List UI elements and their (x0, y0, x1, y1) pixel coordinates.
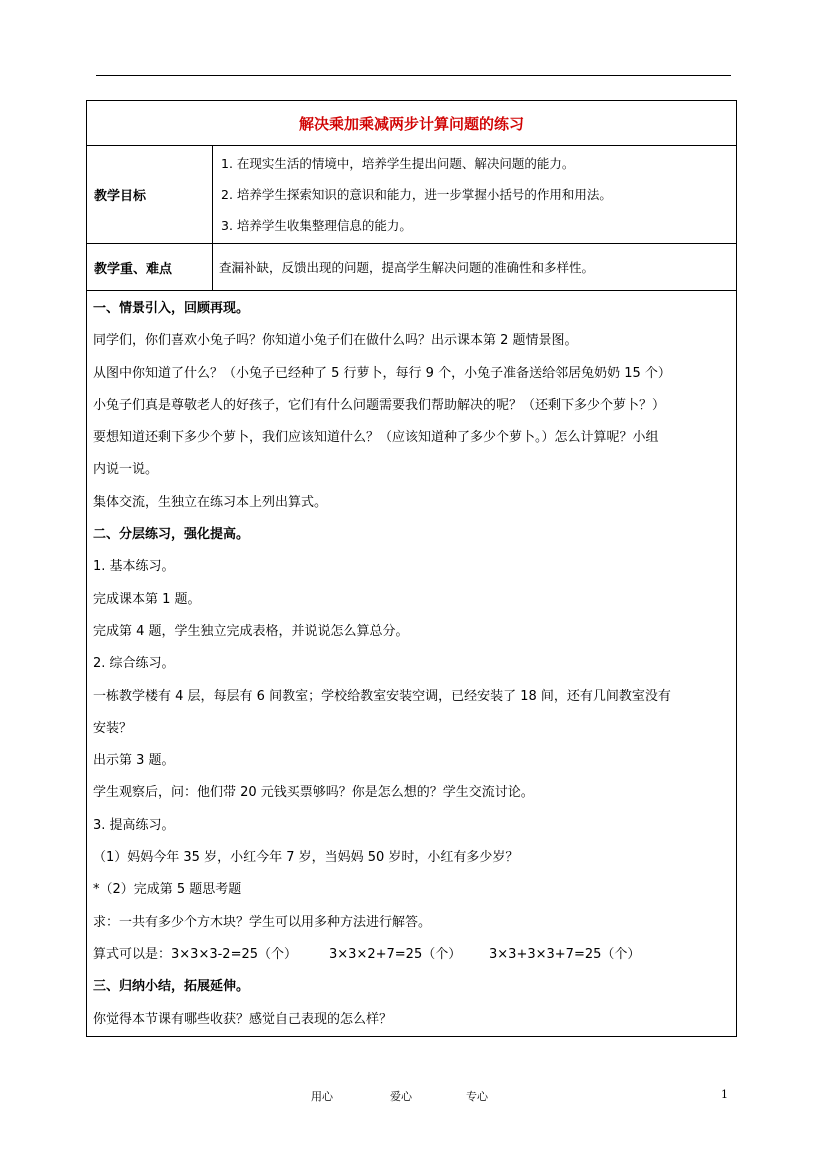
paragraph: 3. 提高练习。 (93, 817, 175, 833)
goals-list (213, 146, 737, 244)
paragraph: 完成课本第 1 题。 (93, 591, 201, 607)
goals-label: 教学目标 (87, 146, 213, 244)
paragraph: 1. 基本练习。 (93, 559, 175, 575)
paragraph: 求：一共有多少个方木块？学生可以用多种方法进行解答。 (93, 914, 432, 930)
goal-item: 3. 培养学生收集整理信息的能力。 (221, 218, 412, 233)
footer-word: 专心 (466, 1090, 488, 1103)
footer-word: 爱心 (390, 1090, 412, 1103)
page-number: 1 (721, 1088, 728, 1101)
paragraph: 完成第 4 题，学生独立完成表格，并说说怎么算总分。 (93, 623, 409, 639)
goal-item: 2. 培养学生探索知识的意识和能力，进一步掌握小括号的作用和用法。 (221, 187, 612, 202)
document-title: 解决乘加乘减两步计算问题的练习 (87, 101, 737, 146)
paragraph: 出示第 3 题。 (93, 753, 175, 769)
focus-text: 查漏补缺，反馈出现的问题，提高学生解决问题的准确性和多样性。 (213, 244, 737, 291)
formula-2: 3×3×2+7=25（个） (329, 946, 462, 962)
paragraph: 你觉得本节课有哪些收获？感觉自己表现的怎么样？ (93, 1011, 393, 1027)
paragraph: 同学们，你们喜欢小兔子吗？你知道小兔子们在做什么吗？出示课本第 2 题情景图。 (93, 333, 578, 349)
paragraph: 小兔子们真是尊敬老人的好孩子，它们有什么问题需要我们帮助解决的呢？（还剩下多少个萝卜？） (93, 397, 666, 413)
paragraph: 学生观察后，问：他们带 20 元钱买票够吗？你是怎么想的？学生交流讨论。 (93, 785, 534, 801)
focus-label: 教学重、难点 (87, 244, 213, 291)
paragraph: 2. 综合练习。 (93, 656, 175, 672)
section-heading: 三、归纳小结，拓展延伸。 (93, 979, 250, 995)
lesson-plan-table (86, 100, 737, 1037)
lesson-body (87, 291, 737, 1037)
header-rule (96, 75, 731, 76)
footer-word: 用心 (311, 1090, 333, 1103)
paragraph: 集体交流，生独立在练习本上列出算式。 (93, 494, 328, 510)
formula-prefix: 算式可以是： (93, 946, 172, 962)
paragraph: 从图中你知道了什么？（小兔子已经种了 5 行萝卜，每行 9 个，小兔子准备送给邻居兔奶奶 15 个） (93, 365, 671, 381)
paragraph: （1）妈妈今年 35 岁，小红今年 7 岁，当妈妈 50 岁时，小红有多少岁？ (93, 850, 519, 866)
section-heading: 一、情景引入，回顾再现。 (93, 301, 250, 316)
formula-1: 3×3×3-2=25（个） (171, 946, 298, 962)
paragraph: 要想知道还剩下多少个萝卜，我们应该知道什么？（应该知道种了多少个萝卜。）怎么计算呢？小组 (93, 430, 659, 446)
paragraph: 安装？ (93, 720, 133, 736)
goal-item: 1. 在现实生活的情境中，培养学生提出问题、解决问题的能力。 (221, 156, 575, 171)
paragraph: 一栋教学楼有 4 层，每层有 6 间教室；学校给教室安装空调，已经安装了 18 间，还有几间教室没有 (93, 688, 671, 704)
paragraph: *（2）完成第 5 题思考题 (93, 882, 242, 898)
section-heading: 二、分层练习，强化提高。 (93, 527, 250, 543)
formula-line (93, 939, 730, 971)
formula-3: 3×3+3×3+7=25（个） (489, 946, 641, 962)
paragraph: 内说一说。 (93, 462, 159, 478)
